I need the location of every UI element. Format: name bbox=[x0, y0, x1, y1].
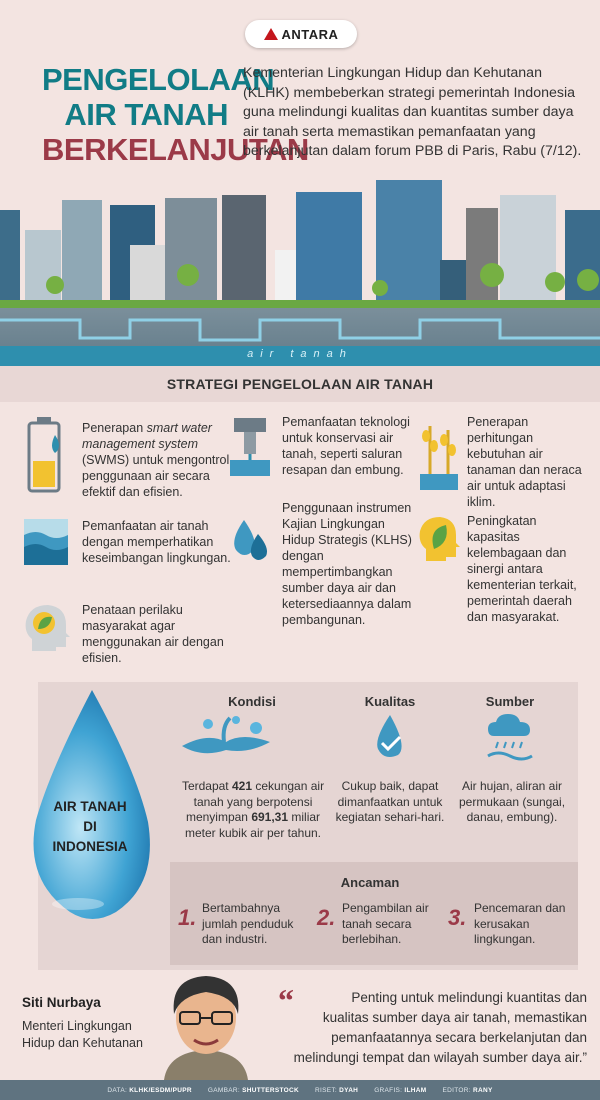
page-title bbox=[42, 62, 309, 167]
ancaman-heading: Ancaman bbox=[340, 875, 400, 890]
intro-paragraph: Kementerian Lingkungan Hidup dan Kehutanan (KLHK) membeberkan strategi pemerintah Indonesia guna melindungi kualitas dan kuantitas sumber daya air tanah serta memastikan pemanfaatan yang berkelanjutan dalam forum PBB di Paris, Rabu (7/12). bbox=[243, 65, 582, 159]
strategy-item-2: Pemanfaatan air tanah dengan memperhatikan keseimbangan lingkungan. bbox=[82, 519, 231, 565]
water-tank-icon bbox=[228, 416, 272, 478]
sumber-text: Air hujan, aliran air permukaan (sungai, danau, embung). bbox=[458, 779, 566, 824]
city-skyline-illustration bbox=[0, 170, 600, 305]
kondisi-text-pre: Terdapat bbox=[181, 779, 232, 793]
water-drops-icon bbox=[226, 516, 274, 566]
title-line-3: BERKELANJUTAN bbox=[42, 132, 309, 167]
people-leaf-icon bbox=[416, 515, 466, 565]
antara-logo-icon bbox=[264, 28, 278, 40]
logo-text: ANTARA bbox=[281, 26, 339, 42]
battery-water-icon bbox=[25, 415, 69, 495]
kondisi-text bbox=[178, 779, 328, 841]
title-line-2: AIR TANAH bbox=[64, 97, 228, 132]
drop-label-line-2: DI bbox=[83, 819, 97, 834]
kondisi-text-post: miliar meter kubik air per tahun. bbox=[184, 810, 322, 840]
sumber-heading: Sumber bbox=[485, 694, 535, 709]
threat-1-number: 1. bbox=[178, 905, 197, 930]
strategy-item-6: Penerapan perhitungan kebutuhan air tanaman dan neraca air untuk adaptasi iklim. bbox=[467, 415, 582, 509]
credit-gambar-label: GAMBAR: bbox=[207, 1086, 240, 1094]
minister-role: Menteri Lingkungan Hidup dan Kehutanan bbox=[22, 1019, 143, 1050]
title-line-1: PENGELOLAAN bbox=[42, 62, 275, 97]
kualitas-text: Cukup baik, dapat dimanfaatkan untuk kegiatan sehari-hari. bbox=[335, 779, 445, 824]
threat-3-text: Pencemaran dan kerusakan lingkungan. bbox=[474, 901, 566, 946]
kondisi-text-mid: cekungan air tanah yang berpotensi menyimpan bbox=[185, 779, 325, 824]
threat-3-number: 3. bbox=[448, 905, 467, 930]
water-layers-icon bbox=[22, 517, 70, 567]
minister-portrait-illustration bbox=[150, 968, 262, 1080]
credit-data-label: DATA: bbox=[107, 1086, 128, 1094]
credit-grafis-value: ILHAM bbox=[404, 1086, 427, 1094]
strategy-item-5: Penggunaan instrumen Kajian Lingkungan Hidup Strategis (KLHS) dengan mempertimbangkan sumber daya air dan ketersediaannya dalam pembangunan. bbox=[282, 501, 412, 627]
kondisi-volume: 691,31 bbox=[251, 810, 289, 824]
kondisi-heading: Kondisi bbox=[228, 694, 276, 709]
rain-cloud-icon bbox=[484, 712, 536, 766]
strategy-title: STRATEGI PENGELOLAAN AIR TANAH bbox=[166, 376, 434, 392]
threat-2-number: 2. bbox=[317, 905, 336, 930]
kondisi-count: 421 bbox=[231, 779, 253, 793]
credit-grafis bbox=[374, 1087, 426, 1094]
minister-quote: Penting untuk melindungi kuantitas dan kualitas sumber daya air tanah, memastikan pemanfaatannya secara berkelanjutan dan melindungi tempat dan wilayah sumber daya air.” bbox=[293, 990, 587, 1065]
water-splash-icon bbox=[178, 712, 274, 762]
kualitas-heading: Kualitas bbox=[364, 694, 416, 709]
strategy-item-4: Pemanfaatan teknologi untuk konservasi air tanah, seperti saluran resapan dan embung. bbox=[282, 415, 410, 477]
threat-2-text: Pengambilan air tanah secara berlebihan. bbox=[342, 901, 429, 946]
credit-editor bbox=[443, 1087, 493, 1094]
credit-editor-label: EDITOR: bbox=[442, 1086, 471, 1094]
credit-grafis-label: GRAFIS: bbox=[374, 1086, 403, 1094]
drop-label bbox=[20, 797, 160, 857]
drop-label-line-1: AIR TANAH bbox=[53, 799, 127, 814]
credit-editor-value: RANY bbox=[472, 1086, 493, 1094]
head-leaf-icon bbox=[22, 603, 72, 655]
credit-data bbox=[107, 1087, 192, 1094]
antara-logo bbox=[245, 20, 357, 48]
credit-riset bbox=[315, 1087, 358, 1094]
strategy-item-1-em: smart water management system bbox=[82, 421, 212, 451]
credit-riset-label: RISET: bbox=[315, 1086, 338, 1094]
credit-data-value: KLHK/ESDM/PUPR bbox=[129, 1086, 192, 1094]
groundwater-label: air tanah bbox=[247, 348, 353, 360]
credit-riset-value: DYAH bbox=[339, 1086, 359, 1094]
strategy-item-1-pre: Penerapan bbox=[82, 421, 147, 435]
strategy-item-7: Peningkatan kapasitas kelembagaan dan sinergi antara kementerian terkait, pemerintah daerah dan masyarakat. bbox=[467, 514, 577, 624]
credits-footer bbox=[0, 1080, 600, 1100]
quote-mark: “ bbox=[278, 982, 294, 1018]
strategy-item-3: Penataan perilaku masyarakat agar menggunakan air dengan efisien. bbox=[82, 603, 224, 665]
strategy-item-1-post: (SWMS) untuk mengontrol penggunaan air secara efektif dan efisien. bbox=[82, 453, 230, 499]
drop-label-line-3: INDONESIA bbox=[52, 839, 128, 854]
minister-name: Siti Nurbaya bbox=[22, 995, 101, 1010]
strategy-item-1 bbox=[82, 420, 232, 500]
plants-water-icon bbox=[418, 418, 460, 492]
grass-ground bbox=[0, 300, 600, 308]
quality-drop-icon bbox=[368, 713, 412, 763]
credit-gambar bbox=[208, 1087, 299, 1094]
credit-gambar-value: SHUTTERSTOCK bbox=[242, 1086, 300, 1094]
threat-1-text: Bertambahnya jumlah penduduk dan industri. bbox=[202, 901, 294, 946]
